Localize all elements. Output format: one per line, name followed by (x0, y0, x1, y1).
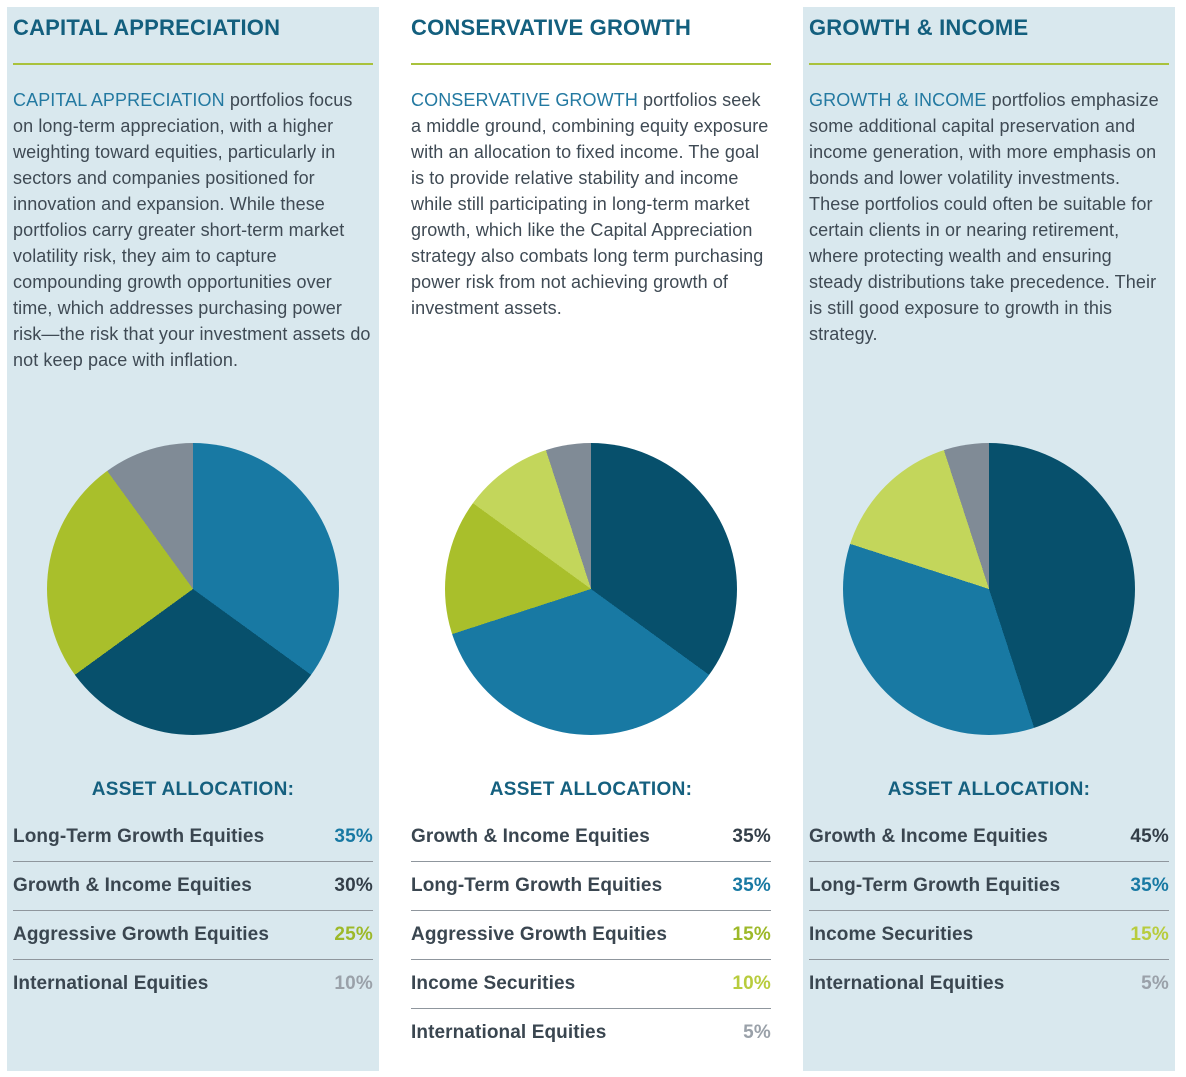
allocation-row (411, 813, 771, 861)
allocation-label: International Equities (13, 973, 209, 994)
allocation-label: Long-Term Growth Equities (809, 875, 1061, 896)
allocation-label: International Equities (411, 1022, 607, 1043)
allocation-label: Aggressive Growth Equities (411, 924, 667, 945)
allocation-row (13, 813, 373, 861)
allocation-label: Long-Term Growth Equities (13, 826, 265, 847)
allocation-row (411, 861, 771, 910)
strategy-column-conservative-growth (405, 7, 777, 1071)
allocation-percent: 15% (1130, 924, 1169, 945)
allocation-row (809, 910, 1169, 959)
column-intro (809, 13, 1169, 443)
allocation-row (809, 813, 1169, 861)
allocation-percent: 10% (334, 973, 373, 994)
allocation-percent: 30% (334, 875, 373, 896)
allocation-label: Income Securities (411, 973, 576, 994)
allocation-pie-chart (47, 443, 339, 735)
asset-allocation-heading: ASSET ALLOCATION: (91, 779, 295, 800)
title-divider (809, 63, 1169, 65)
allocation-row (13, 959, 373, 1008)
strategy-description (13, 87, 373, 373)
strategy-description (809, 87, 1169, 347)
allocation-label: International Equities (809, 973, 1005, 994)
pie-chart-area (809, 443, 1169, 735)
allocation-label: Income Securities (809, 924, 974, 945)
allocation-percent: 35% (334, 826, 373, 847)
allocation-table (13, 813, 373, 1008)
allocation-table (411, 813, 771, 1057)
allocation-row (411, 959, 771, 1008)
allocation-percent: 35% (1130, 875, 1169, 896)
asset-allocation-heading: ASSET ALLOCATION: (489, 779, 693, 800)
allocation-label: Growth & Income Equities (411, 826, 650, 847)
allocation-pie-chart (445, 443, 737, 735)
allocation-percent: 10% (732, 973, 771, 994)
strategy-column-capital-appreciation (7, 7, 379, 1071)
allocation-label: Long-Term Growth Equities (411, 875, 663, 896)
strategy-description-text: portfolios focus on long-term appreciation, with a higher weighting toward equities, particularly in sectors and companies positioned for innovation and expansion. While these portfolios carry greater short-term market volatility risk, they aim to capture compounding growth opportunities over time, which addresses purchasing power risk—the risk that your investment assets do not keep pace with inflation. (13, 90, 371, 370)
strategy-name-inline: CONSERVATIVE GROWTH (411, 90, 638, 110)
strategy-column-growth-and-income (803, 7, 1175, 1071)
allocation-row (13, 910, 373, 959)
allocation-label: Growth & Income Equities (13, 875, 252, 896)
pie-chart-area (411, 443, 771, 735)
column-intro (13, 13, 373, 443)
allocation-table (809, 813, 1169, 1008)
column-intro (411, 13, 771, 443)
strategy-name-inline: GROWTH & INCOME (809, 90, 987, 110)
asset-allocation-heading: ASSET ALLOCATION: (887, 779, 1091, 800)
allocation-pie-chart (843, 443, 1135, 735)
allocation-percent: 35% (732, 875, 771, 896)
strategy-description-text: portfolios emphasize some additional capital preservation and income generation, with more emphasis on bonds and lower volatility investments. These portfolios could often be suitable for certain clients in or nearing retirement, where protecting wealth and ensuring steady distributions take precedence. Their is still good exposure to growth in this strategy. (809, 90, 1159, 344)
pie-chart-area (13, 443, 373, 735)
column-title: CAPITAL APPRECIATION (13, 15, 281, 40)
column-title: GROWTH & INCOME (809, 15, 1029, 40)
allocation-percent: 5% (743, 1022, 771, 1043)
title-divider (411, 63, 771, 65)
allocation-row (411, 1008, 771, 1057)
allocation-label: Aggressive Growth Equities (13, 924, 269, 945)
column-title: CONSERVATIVE GROWTH (411, 15, 692, 40)
allocation-percent: 15% (732, 924, 771, 945)
title-divider (13, 63, 373, 65)
allocation-percent: 25% (334, 924, 373, 945)
strategy-description (411, 87, 771, 321)
strategy-description-text: portfolios seek a middle ground, combining equity exposure with an allocation to fixed income. The goal is to provide relative stability and income while still participating in long-term market growth, which like the Capital Appreciation strategy also combats long term purchasing power risk from not achieving growth of investment assets. (411, 90, 769, 318)
strategy-name-inline: CAPITAL APPRECIATION (13, 90, 225, 110)
allocation-row (411, 910, 771, 959)
allocation-row (13, 861, 373, 910)
allocation-percent: 35% (732, 826, 771, 847)
allocation-percent: 45% (1130, 826, 1169, 847)
allocation-row (809, 959, 1169, 1008)
allocation-row (809, 861, 1169, 910)
allocation-label: Growth & Income Equities (809, 826, 1048, 847)
allocation-percent: 5% (1141, 973, 1169, 994)
